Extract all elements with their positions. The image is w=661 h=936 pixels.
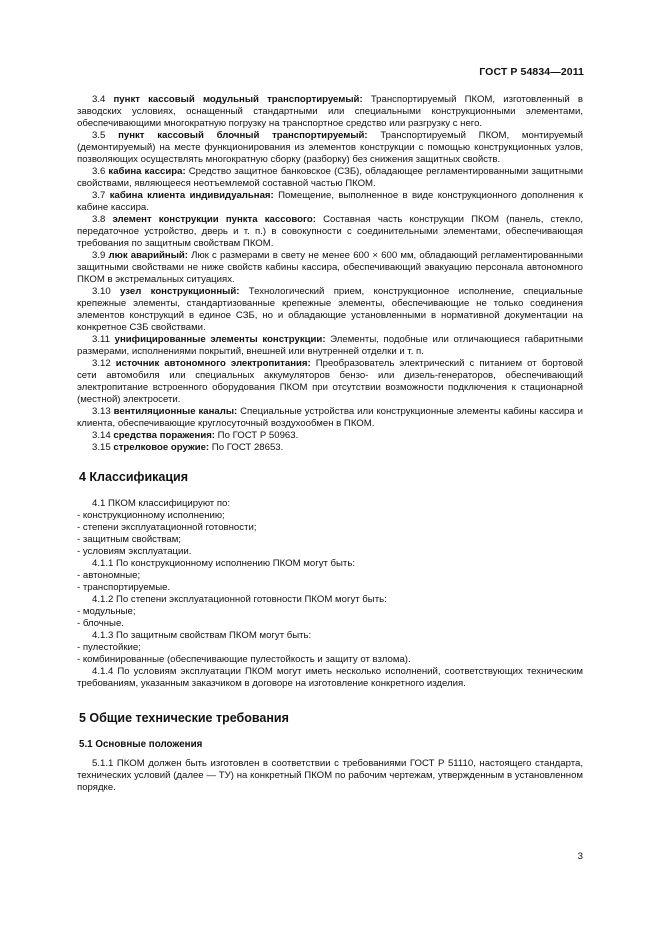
page-number: 3: [577, 851, 583, 862]
term-definition: Транспортируемый ПКОМ, монтируемый (демонтируемый) на месте функционирования из элементов конструкции с помощью конструкционных узлов, позволяющих осуществлять многократную сборку (разборку) без снижения защитных свойств.: [77, 130, 583, 165]
term-number: 3.8: [92, 214, 106, 225]
term-number: 3.5: [92, 130, 106, 141]
list-4-1-3: [77, 642, 583, 666]
terms-list: [77, 94, 583, 454]
section-5-heading: 5 Общие технические требования: [79, 711, 289, 725]
term-number: 3.10: [92, 286, 111, 297]
term-name: вентиляционные каналы:: [113, 406, 238, 417]
list-item: - защитным свойствам;: [77, 534, 181, 545]
term-entry: [77, 250, 583, 286]
term-number: 3.4: [92, 94, 106, 105]
term-definition: По ГОСТ 28653.: [209, 442, 284, 453]
section-4-heading: 4 Классификация: [79, 470, 189, 484]
term-name: узел конструкционный:: [120, 286, 240, 297]
term-name: элемент конструкции пункта кассового:: [112, 214, 316, 225]
paragraph-4-1-2: 4.1.2 По степени эксплуатационной готовности ПКОМ могут быть:: [92, 594, 387, 605]
term-entry: [77, 166, 583, 190]
term-entry: [77, 334, 583, 358]
term-entry: [77, 406, 583, 430]
term-entry: [77, 214, 583, 250]
term-name: пункт кассовый модульный транспортируемый:: [113, 94, 363, 105]
term-entry: [77, 94, 583, 130]
term-number: 3.9: [92, 250, 106, 261]
term-entry: [77, 430, 583, 442]
paragraph-4-1-1: 4.1.1 По конструкционному исполнению ПКОМ могут быть:: [92, 558, 355, 569]
term-name: стрелковое оружие:: [113, 442, 210, 453]
term-name: источник автономного электропитания:: [115, 358, 311, 369]
term-entry: [77, 190, 583, 214]
term-definition: Составная часть конструкции ПКОМ (панель, стекло, передаточное устройство, дверь и т. п.) в совокупности с соединительными элементами, обеспечивающая требования по защитным свойствам ПКОМ.: [77, 214, 583, 249]
term-definition: Технологический прием, конструкционное исполнение, специальные крепежные элементы, стандартизованные крепежные элементы, обеспечивающие не только соединения элементов конструкций в единое СЗБ, но и обладающие установленными в нормативной документации на конкретное СЗБ свойствами.: [77, 286, 583, 333]
term-definition: Транспортируемый ПКОМ, изготовленный в заводских условиях, оснащенный стандартными или специальными конструкционными элементами, обеспечивающими многократную погрузку на транспортное средство или разгрузку с него.: [77, 94, 583, 129]
list-item: - пулестойкие;: [77, 642, 141, 653]
list-item: - транспортируемые.: [77, 582, 171, 593]
term-number: 3.6: [92, 166, 106, 177]
list-4-1-1: [77, 570, 583, 594]
paragraph-5-1-1: 5.1.1 ПКОМ должен быть изготовлен в соответствии с требованиями ГОСТ Р 51110, настоящего стандарта, технических условий (далее — ТУ) на конкретный ПКОМ по рабочим чертежам, утвержденным в установленном порядке.: [77, 758, 583, 793]
term-entry: [77, 286, 583, 334]
list-item: - блочные.: [77, 618, 124, 629]
paragraph-4-1-4: 4.1.4 По условиям эксплуатации ПКОМ могут иметь несколько исполнений, соответствующих техническим требованиям, указанным заказчиком в договоре на изготовление конкретного изделия.: [77, 666, 583, 689]
term-name: кабина кассира:: [108, 166, 186, 177]
list-item: - модульные;: [77, 606, 136, 617]
term-number: 3.14: [92, 430, 111, 441]
term-number: 3.12: [92, 358, 111, 369]
term-number: 3.13: [92, 406, 111, 417]
term-name: люк аварийный:: [108, 250, 188, 261]
term-definition: Преобразователь электрический с питанием от бортовой сети автомобиля или специальных аккумуляторов бензо- или дизель-генераторов, обеспечивающий электропитание встроенного оборудования ПКОМ при отсутствии возможности подключения к стационарной (местной) электросети.: [77, 358, 583, 405]
list-4-1: [77, 510, 583, 558]
subsection-5-1-heading: 5.1 Основные положения: [79, 739, 203, 750]
list-item: - условиям эксплуатации.: [77, 546, 192, 557]
term-definition: По ГОСТ Р 50963.: [215, 430, 299, 441]
term-number: 3.11: [92, 334, 110, 345]
term-definition: Средство защитное банковское (СЗБ), обладающее регламентированными защитными свойствами, являющееся неотъемлемой составной частью ПКОМ.: [77, 166, 583, 189]
term-number: 3.15: [92, 442, 111, 453]
document-code-header: ГОСТ Р 54834—2011: [479, 66, 584, 78]
term-name: кабина клиента индивидуальная:: [109, 190, 274, 201]
list-item: - степени эксплуатационной готовности;: [77, 522, 257, 533]
term-entry: [77, 130, 583, 166]
term-definition: Помещение, выполненное в виде конструкционного дополнения к кабине кассира.: [77, 190, 584, 213]
term-number: 3.7: [92, 190, 106, 201]
term-entry: [77, 358, 583, 406]
term-name: пункт кассовый блочный транспортируемый:: [118, 130, 368, 141]
paragraph-4-1: 4.1 ПКОМ классифицируют по:: [92, 498, 231, 509]
list-4-1-2: [77, 606, 583, 630]
list-item: - автономные;: [77, 570, 141, 581]
term-definition: Элементы, подобные или отличающиеся габаритными размерами, исполнениями покрытий, внешней или внутренней отделки и т. п.: [77, 334, 583, 357]
document-body: [77, 94, 583, 794]
term-entry: [77, 442, 583, 454]
term-definition: Специальные устройства или конструкционные элементы кабины кассира и клиента, обеспечивающие круглосуточный воздухообмен в ПКОМ.: [77, 406, 583, 429]
term-name: средства поражения:: [113, 430, 216, 441]
list-item: - конструкционному исполнению;: [77, 510, 225, 521]
term-definition: Люк с размерами в свету не менее 600 × 600 мм, обладающий регламентированными защитными свойствами не ниже свойств кабины кассира, обеспечивающий эвакуацию персонала автономного ПКОМ в экстремальных ситуациях.: [77, 250, 583, 285]
list-item: - комбинированные (обеспечивающие пулестойкость и защиту от взлома).: [77, 654, 411, 665]
term-name: унифицированные элементы конструкции:: [114, 334, 326, 345]
paragraph-4-1-3: 4.1.3 По защитным свойствам ПКОМ могут быть:: [92, 630, 312, 641]
